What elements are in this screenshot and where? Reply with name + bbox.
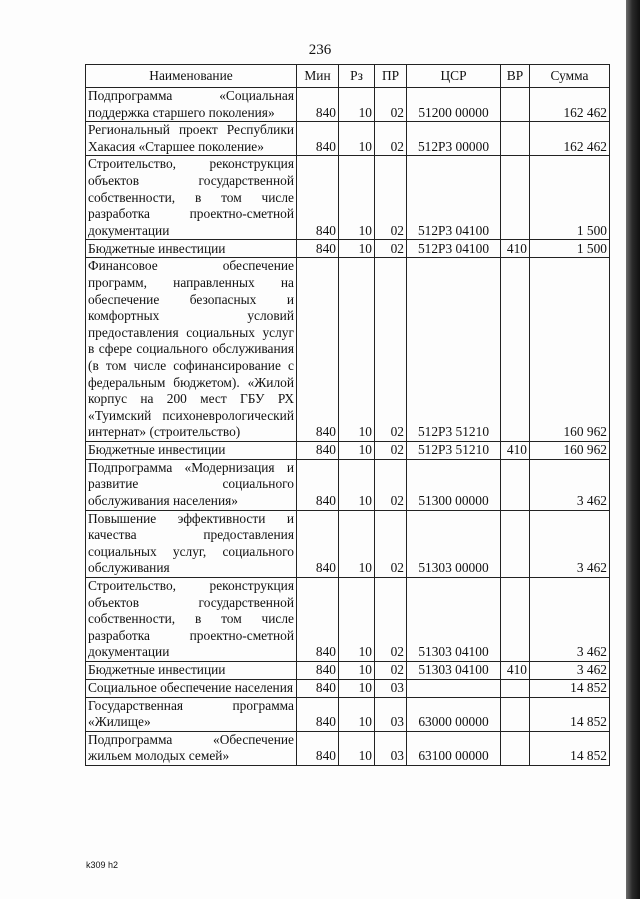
- row-vr: [501, 88, 530, 122]
- table-row: [86, 88, 610, 122]
- row-pr: 02: [375, 88, 407, 122]
- row-min: 840: [297, 88, 339, 122]
- row-vr: [501, 680, 530, 698]
- row-csr: 63000 00000: [407, 697, 501, 731]
- header-name: Наименование: [86, 65, 297, 88]
- table-row: [86, 156, 610, 240]
- row-vr: [501, 258, 530, 442]
- row-name: Повышение эффективности и качества предоставления социальных услуг, социального обслуживания: [86, 510, 297, 577]
- row-csr: 512P3 04100: [407, 240, 501, 258]
- row-name: Строительство, реконструкция объектов государственной собственности, в том числе разработка проектно-сметной документации: [86, 578, 297, 662]
- row-pr: 02: [375, 459, 407, 510]
- row-sum: 160 962: [530, 258, 610, 442]
- table-row: [86, 122, 610, 156]
- row-sum: 14 852: [530, 697, 610, 731]
- row-vr: [501, 731, 530, 765]
- row-pr: 02: [375, 578, 407, 662]
- row-csr: 51303 04100: [407, 578, 501, 662]
- row-csr: 512P3 51210: [407, 441, 501, 459]
- page-number: 236: [308, 42, 332, 58]
- header-min: Мин: [297, 65, 339, 88]
- row-rz: 10: [339, 578, 375, 662]
- row-name: Финансовое обеспечение программ, направленных на обеспечение безопасных и комфортных условий предоставления социальных услуг в сфере социального обслуживания (в том числе софинансирование с федеральным бюджетом). «Жилой корпус на 200 мест ГБУ РХ «Туимский психоневрологический интернат» (строительство): [86, 258, 297, 442]
- table-row: [86, 441, 610, 459]
- table-row: [86, 258, 610, 442]
- row-name: Региональный проект Республики Хакасия «Старшее поколение»: [86, 122, 297, 156]
- row-pr: 03: [375, 697, 407, 731]
- row-rz: 10: [339, 240, 375, 258]
- row-sum: 162 462: [530, 122, 610, 156]
- row-sum: 1 500: [530, 156, 610, 240]
- row-sum: 3 462: [530, 662, 610, 680]
- row-name: Государственная программа «Жилище»: [86, 697, 297, 731]
- row-csr: 512P3 51210: [407, 258, 501, 442]
- header-vr: ВР: [501, 65, 530, 88]
- row-pr: 03: [375, 731, 407, 765]
- row-min: 840: [297, 441, 339, 459]
- row-name: Подпрограмма «Модернизация и развитие социального обслуживания населения»: [86, 459, 297, 510]
- row-min: 840: [297, 240, 339, 258]
- row-csr: 51200 00000: [407, 88, 501, 122]
- row-pr: 02: [375, 122, 407, 156]
- row-rz: 10: [339, 156, 375, 240]
- row-sum: 1 500: [530, 240, 610, 258]
- row-pr: 02: [375, 510, 407, 577]
- row-rz: 10: [339, 459, 375, 510]
- row-min: 840: [297, 459, 339, 510]
- row-min: 840: [297, 680, 339, 698]
- row-name: Подпрограмма «Обеспечение жильем молодых семей»: [86, 731, 297, 765]
- row-sum: 3 462: [530, 459, 610, 510]
- scan-edge-shadow: [626, 0, 640, 899]
- row-sum: 162 462: [530, 88, 610, 122]
- row-csr: 512P3 00000: [407, 122, 501, 156]
- row-sum: 3 462: [530, 578, 610, 662]
- row-vr: 410: [501, 441, 530, 459]
- table-row: [86, 240, 610, 258]
- row-name: Бюджетные инвестиции: [86, 240, 297, 258]
- table-row: [86, 697, 610, 731]
- row-sum: 14 852: [530, 680, 610, 698]
- row-name: Бюджетные инвестиции: [86, 441, 297, 459]
- row-min: 840: [297, 122, 339, 156]
- row-pr: 02: [375, 441, 407, 459]
- row-min: 840: [297, 662, 339, 680]
- row-rz: 10: [339, 680, 375, 698]
- footer-code: k309 h2: [86, 860, 119, 870]
- row-csr: 51303 04100: [407, 662, 501, 680]
- row-rz: 10: [339, 697, 375, 731]
- row-pr: 02: [375, 240, 407, 258]
- row-name: Социальное обеспечение населения: [86, 680, 297, 698]
- row-name: Бюджетные инвестиции: [86, 662, 297, 680]
- row-pr: 02: [375, 156, 407, 240]
- row-pr: 02: [375, 258, 407, 442]
- row-pr: 03: [375, 680, 407, 698]
- row-rz: 10: [339, 258, 375, 442]
- row-vr: [501, 578, 530, 662]
- row-rz: 10: [339, 441, 375, 459]
- row-sum: 160 962: [530, 441, 610, 459]
- header-pr: ПР: [375, 65, 407, 88]
- row-min: 840: [297, 258, 339, 442]
- row-pr: 02: [375, 662, 407, 680]
- row-name: Подпрограмма «Социальная поддержка старшего поколения»: [86, 88, 297, 122]
- table-row: [86, 662, 610, 680]
- table-row: [86, 578, 610, 662]
- row-vr: [501, 697, 530, 731]
- header-rz: Рз: [339, 65, 375, 88]
- row-min: 840: [297, 731, 339, 765]
- table-row: [86, 510, 610, 577]
- row-rz: 10: [339, 88, 375, 122]
- row-vr: [501, 459, 530, 510]
- row-csr: 51303 00000: [407, 510, 501, 577]
- row-vr: [501, 156, 530, 240]
- row-min: 840: [297, 697, 339, 731]
- row-sum: 14 852: [530, 731, 610, 765]
- row-rz: 10: [339, 510, 375, 577]
- row-rz: 10: [339, 731, 375, 765]
- row-csr: 512P3 04100: [407, 156, 501, 240]
- header-csr: ЦСР: [407, 65, 501, 88]
- row-rz: 10: [339, 662, 375, 680]
- row-csr: 63100 00000: [407, 731, 501, 765]
- table-row: [86, 680, 610, 698]
- table-row: [86, 731, 610, 765]
- row-vr: 410: [501, 662, 530, 680]
- row-csr: [407, 680, 501, 698]
- row-name: Строительство, реконструкция объектов государственной собственности, в том числе разработка проектно-сметной документации: [86, 156, 297, 240]
- header-sum: Сумма: [530, 65, 610, 88]
- row-min: 840: [297, 578, 339, 662]
- row-vr: 410: [501, 240, 530, 258]
- row-min: 840: [297, 510, 339, 577]
- row-min: 840: [297, 156, 339, 240]
- budget-table: [85, 64, 610, 766]
- table-row: [86, 459, 610, 510]
- row-vr: [501, 510, 530, 577]
- row-csr: 51300 00000: [407, 459, 501, 510]
- row-rz: 10: [339, 122, 375, 156]
- row-sum: 3 462: [530, 510, 610, 577]
- table-header-row: [86, 65, 610, 88]
- row-vr: [501, 122, 530, 156]
